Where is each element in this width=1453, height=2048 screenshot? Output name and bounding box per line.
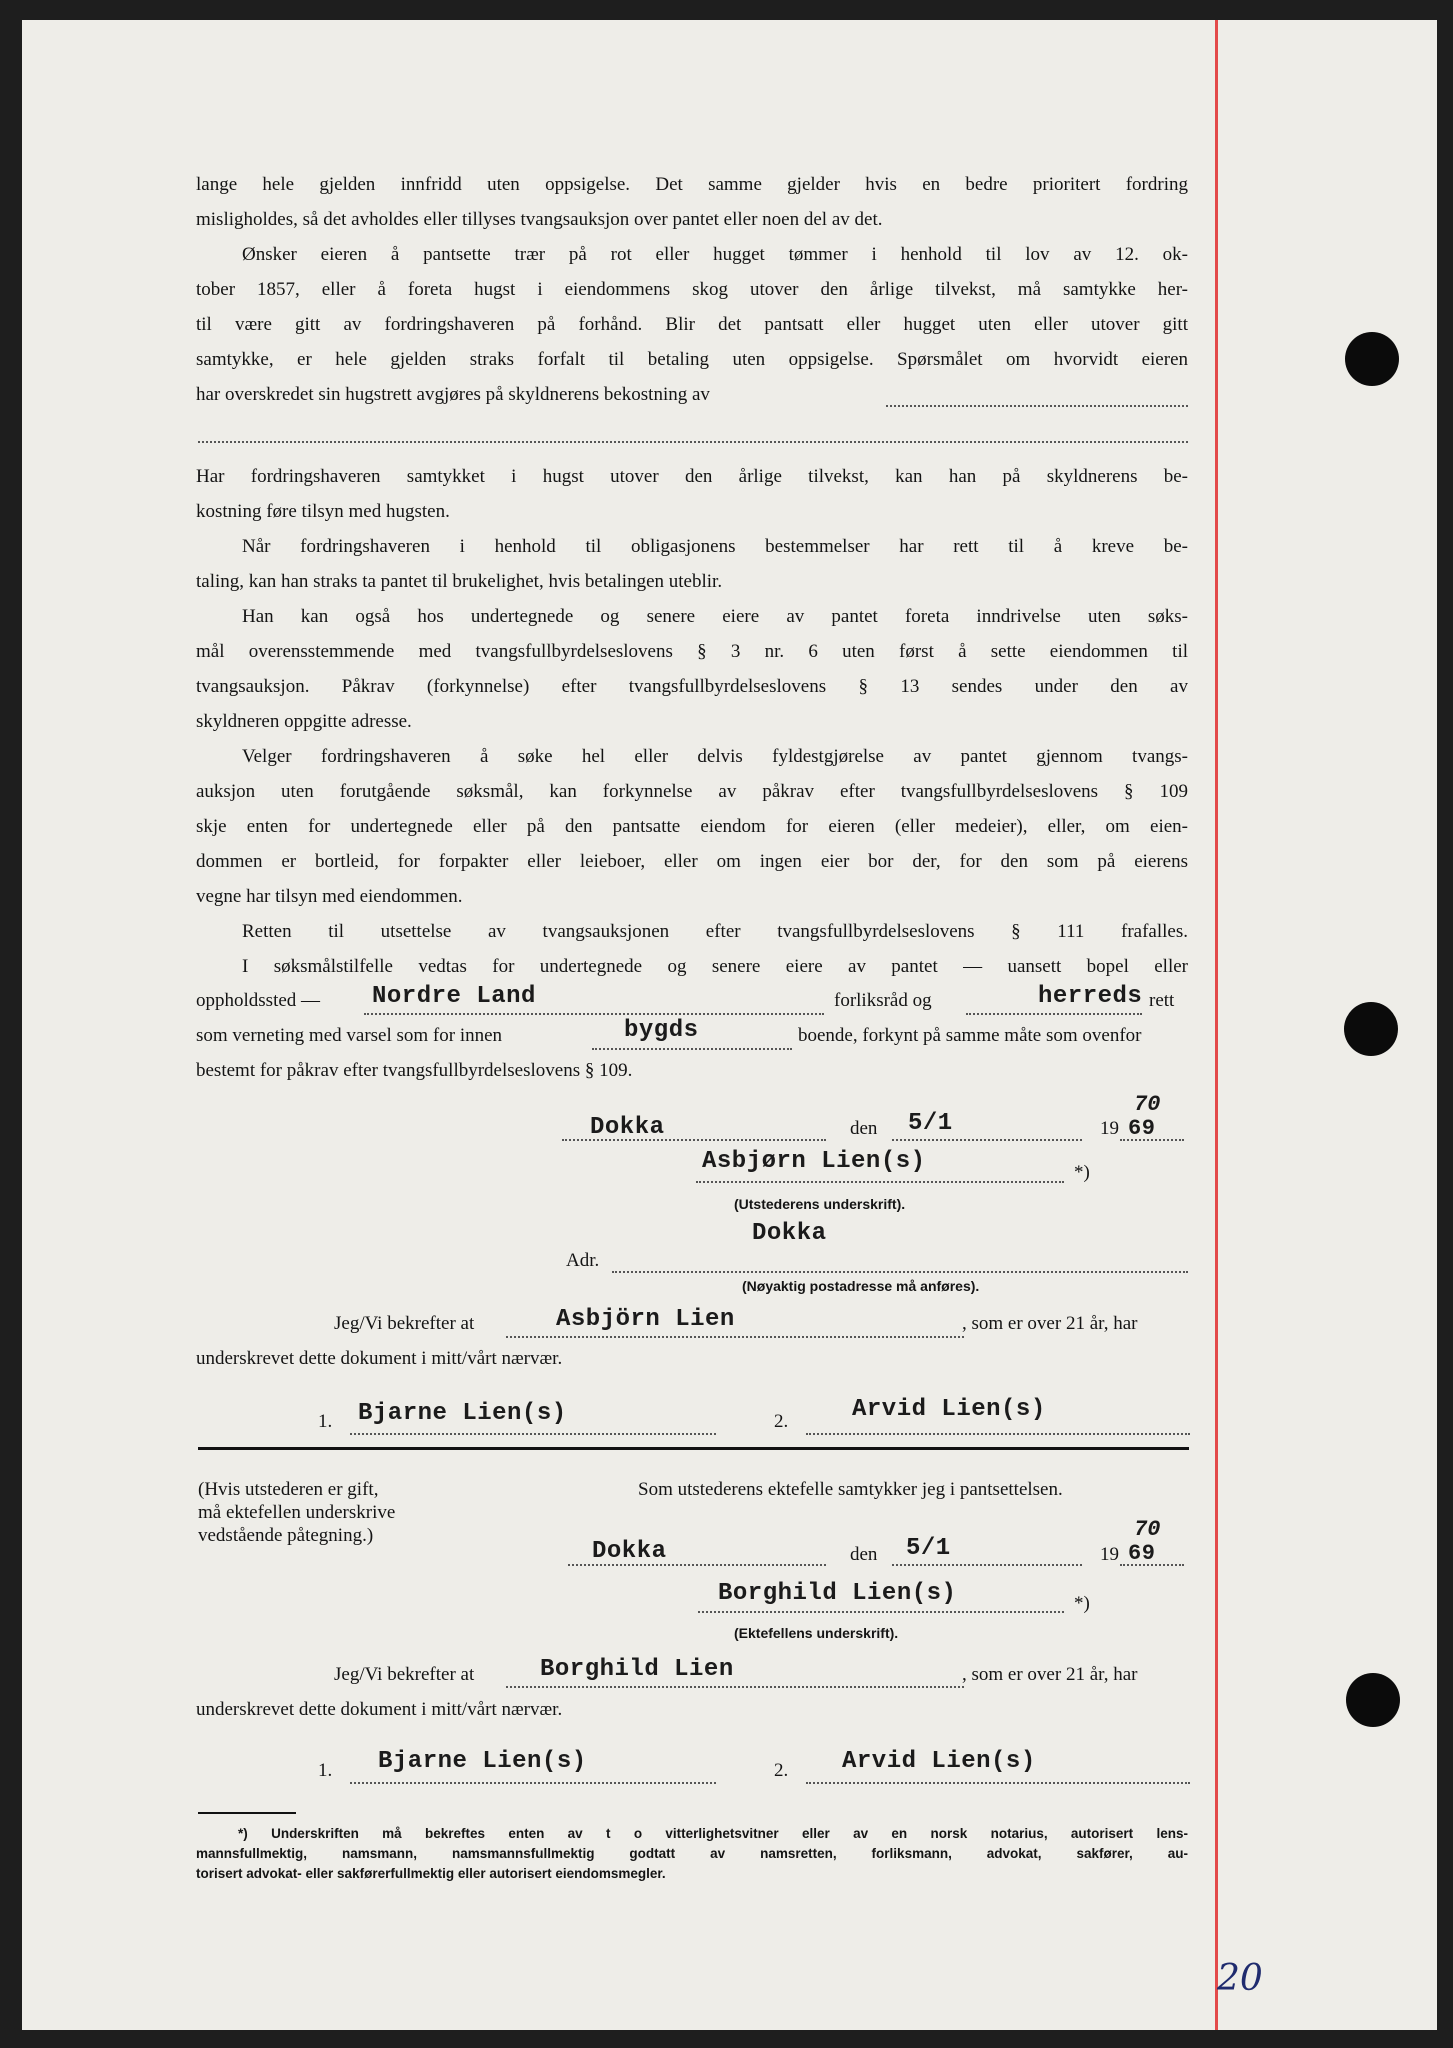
fill-line [506,1686,964,1688]
issuer-year-typed[interactable]: 69 [1128,1116,1156,1141]
fill-line [364,1013,824,1015]
fill-line [592,1048,792,1050]
witness2-suffix: , som er over 21 år, har [962,1664,1138,1685]
venue-line3: bestemt for påkrav efter tvangsfullbyrdelseslovens § 109. [196,1060,633,1081]
text-line: Han kan også hos undertegnede og senere eiere av pantet foreta inndrivelse uten søks- [242,606,1188,627]
witness1-prefix: Jeg/Vi bekrefter at [334,1313,475,1334]
spouse-note-3: vedstående påtegning.) [198,1525,374,1546]
footnote-line: mannsfullmektig, namsmann, namsmannsfullmektig godtatt av namsretten, forliksmann, advokat, sakfører, au- [196,1846,1188,1861]
witness2-line2: underskrevet dette dokument i mitt/vårt nærvær. [196,1699,563,1720]
issuer-caption: (Utstederens underskrift). [734,1196,906,1212]
margin-red-line [1215,20,1218,2030]
fill-line [886,405,1188,407]
footnote-line: torisert advokat- eller sakførerfullmektig eller autorisert eiendomsmegler. [196,1866,666,1881]
fill-line [806,1433,1190,1435]
page-number: 20 [1217,1958,1263,1999]
text-line: I søksmålstilfelle vedtas for undertegnede og senere eiere av pantet — uansett bopel eller [242,956,1188,977]
fill-line [506,1336,964,1338]
witness2-name[interactable]: Borghild Lien [540,1656,734,1683]
fill-line [350,1782,716,1784]
venue-within[interactable]: bygds [624,1017,699,1044]
text-line: tober 1857, eller å foreta hugst i eiendommens skog utover den årlige tilvekst, må samtykke her- [196,279,1188,300]
fill-line [198,441,1188,443]
text-line: vegne har tilsyn med eiendommen. [196,886,463,907]
spouse-year-typed[interactable]: 69 [1128,1541,1156,1566]
text-line: mål overensstemmende med tvangsfullbyrdelseslovens § 3 nr. 6 uten først å sette eiendommen til [196,641,1188,662]
witness2-prefix: Jeg/Vi bekrefter at [334,1664,475,1685]
issuer-den: den [850,1118,878,1139]
issuer-signature[interactable]: Asbjørn Lien(s) [702,1148,926,1175]
fill-line [966,1013,1142,1015]
fill-line [350,1433,716,1435]
venue-mid: forliksråd og [834,990,932,1011]
witness1-n2: 2. [774,1411,789,1432]
footnote-line: *) Underskriften må bekreftes enten av t o vitterlighetsvitner eller av en norsk notarius, autorisert lens- [238,1826,1188,1841]
text-line: har overskredet sin hugstrett avgjøres på skyldnerens bekostning av [196,384,710,405]
witness1-suffix: , som er over 21 år, har [962,1313,1138,1334]
witness1-n1: 1. [318,1411,333,1432]
text-line: til være gitt av fordringshaveren på forhånd. Blir det pantsatt eller hugget uten eller utover gitt [196,314,1188,335]
witness1-w1[interactable]: Bjarne Lien(s) [358,1400,567,1427]
adr-caption: (Nøyaktig postadresse må anføres). [742,1278,980,1294]
text-line: auksjon uten forutgående søksmål, kan forkynnelse av påkrav efter tvangsfullbyrdelseslovens § 109 [196,781,1188,802]
text-line: skje enten for undertegnede eller på den pantsatte eiendom for eieren (eller medeier), eller, om eien- [196,816,1188,837]
text-line: skyldneren oppgitte adresse. [196,711,412,732]
venue-court[interactable]: herreds [1038,983,1143,1010]
text-line: Retten til utsettelse av tvangsauksjonen efter tvangsfullbyrdelseslovens § 111 frafalles. [242,921,1188,942]
text-line: misligholdes, så det avholdes eller tillyses tvangsauksjon over pantet eller noen del av det. [196,209,883,230]
witness2-w2[interactable]: Arvid Lien(s) [842,1748,1036,1775]
fill-line [892,1564,1082,1566]
fill-line [696,1181,1064,1183]
witness1-line2: underskrevet dette dokument i mitt/vårt nærvær. [196,1348,563,1369]
witness1-w2[interactable]: Arvid Lien(s) [852,1396,1046,1423]
spouse-caption: (Ektefellens underskrift). [734,1625,899,1641]
text-line: Velger fordringshaveren å søke hel eller delvis fyldestgjørelse av pantet gjennom tvangs- [242,746,1188,767]
fill-line [612,1271,1188,1273]
venue-line2-suffix: boende, forkynt på samme måte som ovenfor [798,1025,1142,1046]
text-line: Når fordringshaveren i henhold til obligasjonens bestemmelser har rett til å kreve be- [242,536,1188,557]
witness1-name[interactable]: Asbjörn Lien [556,1306,735,1333]
text-line: tvangsauksjon. Påkrav (forkynnelse) efter tvangsfullbyrdelseslovens § 13 sendes under den av [196,676,1188,697]
issuer-year-corrected[interactable]: 70 [1134,1092,1161,1117]
spouse-note-1: (Hvis utstederen er gift, [198,1479,379,1500]
spouse-den: den [850,1544,878,1565]
text-line: Ønsker eieren å pantsette trær på rot eller hugget tømmer i henhold til lov av 12. ok- [242,244,1188,265]
adr-label: Adr. [566,1250,600,1271]
venue-prefix: oppholdssted — [196,990,321,1011]
spouse-note-2: må ektefellen underskrive [198,1502,396,1523]
issuer-star: *) [1074,1162,1090,1183]
document-page [22,20,1437,2030]
punch-hole-bottom [1346,1673,1400,1727]
punch-hole-top [1345,332,1399,386]
fill-line [892,1139,1082,1141]
issuer-date[interactable]: 5/1 [908,1110,953,1137]
footnote-rule [198,1812,296,1814]
fill-line [806,1782,1190,1784]
fill-line [698,1611,1064,1613]
issuer-place[interactable]: Dokka [590,1114,665,1141]
witness2-n1: 1. [318,1760,333,1781]
spouse-date[interactable]: 5/1 [906,1535,951,1562]
venue-line2-prefix: som verneting med varsel som for innen [196,1025,503,1046]
text-line: kostning føre tilsyn med hugsten. [196,501,450,522]
spouse-star: *) [1074,1593,1090,1614]
issuer-address[interactable]: Dokka [752,1220,827,1247]
spouse-year-prefix: 19 [1100,1544,1119,1565]
spouse-consent: Som utstederens ektefelle samtykker jeg i pantsettelsen. [638,1479,1063,1500]
witness2-n2: 2. [774,1760,789,1781]
text-line: samtykke, er hele gjelden straks forfalt til betaling uten oppsigelse. Spørsmålet om hvorvidt eieren [196,349,1188,370]
text-line: dommen er bortleid, for forpakter eller leieboer, eller om ingen eier bor der, for den som på eierens [196,851,1188,872]
issuer-year-prefix: 19 [1100,1118,1119,1139]
spouse-place[interactable]: Dokka [592,1538,667,1565]
text-line: lange hele gjelden innfridd uten oppsigelse. Det samme gjelder hvis en bedre prioritert fordring [196,174,1188,195]
section-divider [198,1447,1189,1450]
text-line: taling, kan han straks ta pantet til brukelighet, hvis betalingen uteblir. [196,571,723,592]
venue-place[interactable]: Nordre Land [372,983,536,1010]
witness2-w1[interactable]: Bjarne Lien(s) [378,1748,587,1775]
punch-hole-middle [1344,1002,1398,1056]
spouse-year-corrected[interactable]: 70 [1134,1517,1161,1542]
spouse-signature[interactable]: Borghild Lien(s) [718,1580,957,1607]
venue-suffix: rett [1149,990,1175,1011]
text-line: Har fordringshaveren samtykket i hugst utover den årlige tilvekst, kan han på skyldnerens be- [196,466,1188,487]
